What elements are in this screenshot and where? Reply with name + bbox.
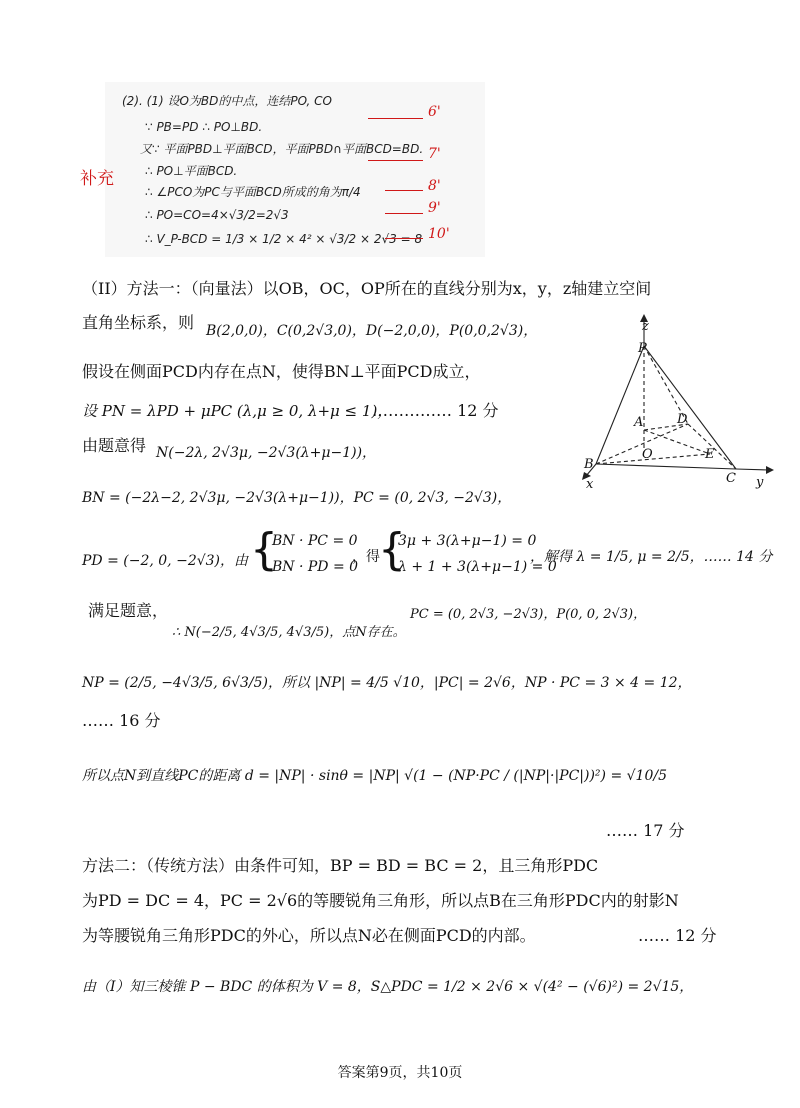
text-line-2a: 直角坐标系，则 bbox=[82, 313, 195, 332]
text-line-5b: N(−2λ, 2√3μ, −2√3(λ+μ−1))， bbox=[156, 445, 377, 461]
hand-line-7: ∴ V_P-BCD = 1/3 × 1/2 × 4² × √3/2 × 2√3 = 8 bbox=[145, 232, 423, 246]
hand-line-4: ∴ PO⊥平面BCD. bbox=[145, 164, 238, 178]
hand-line-2: ∵ PB=PD ∴ PO⊥BD. bbox=[145, 120, 263, 134]
text-line-7b: ，得 bbox=[352, 549, 380, 565]
hand-line-5: ∴ ∠PCO为PC与平面BCD所成的角为π/4 bbox=[145, 185, 361, 199]
score-mark-7: 7' bbox=[428, 146, 441, 162]
system-brace-2: { bbox=[378, 524, 406, 575]
text-line-3: 假设在侧面PCD内存在点N，使得BN⊥平面PCD成立， bbox=[82, 362, 481, 381]
score-mark-9: 9' bbox=[428, 200, 441, 216]
label-c: C bbox=[726, 471, 736, 486]
label-a: A bbox=[634, 415, 644, 430]
score-12-a: …………… 12 分 bbox=[372, 401, 499, 420]
y-arrow-icon bbox=[766, 466, 774, 474]
hand-line-3: 又∵ 平面PBD⊥平面BCD，平面PBD∩平面BCD=BD. bbox=[140, 142, 424, 156]
system-brace-1: { bbox=[250, 524, 278, 575]
page-footer: 答案第9页，共10页 bbox=[337, 1065, 463, 1081]
text-line-6: BN = (−2λ−2, 2√3μ, −2√3(λ+μ−1))，PC = (0, 2√3, −2√3)， bbox=[82, 490, 512, 506]
text-line-13: 方法二：（传统方法）由条件可知，BP = BD = BC = 2，且三角形PDC bbox=[82, 856, 599, 875]
text-line-4: 设 PN = λPD + μPC (λ,μ ≥ 0, λ+μ ≤ 1)， bbox=[82, 402, 393, 420]
coords-line: B(2,0,0)，C(0,2√3,0)，D(−2,0,0)，P(0,0,2√3)， bbox=[206, 323, 538, 339]
score-mark-6: 6' bbox=[428, 104, 441, 120]
text-line-15: 为等腰锐角三角形PDC的外心，所以点N必在侧面PCD的内部。 bbox=[82, 926, 536, 945]
system2-eq1: 3μ + 3(λ+μ−1) = 0 bbox=[398, 533, 537, 549]
score-mark-10: 10' bbox=[428, 226, 450, 242]
supplement-label: 补充 bbox=[80, 169, 114, 189]
label-z: z bbox=[642, 319, 649, 334]
text-line-8a: 满足题意， bbox=[88, 601, 169, 620]
text-line-7c: ，解得 λ = 1/5, μ = 2/5，…… 14 分 bbox=[530, 549, 773, 565]
text-line-1: （II）方法一：（向量法）以OB，OC，OP所在的直线分别为x，y，z轴建立空间 bbox=[82, 279, 652, 298]
score-line-3 bbox=[385, 190, 423, 191]
label-o: O bbox=[642, 447, 653, 462]
hand-line-1: (2). (1) 设O为BD的中点，连结PO, CO bbox=[122, 94, 333, 108]
pyramid-figure bbox=[560, 312, 780, 492]
system2-eq2: λ + 1 + 3(λ+μ−1) = 0 bbox=[398, 559, 557, 575]
y-axis bbox=[736, 469, 770, 470]
score-mark-8: 8' bbox=[428, 178, 441, 194]
text-line-7a: PD = (−2, 0, −2√3)，由 bbox=[82, 553, 249, 569]
text-line-8b: ∴ N(−2/5, 4√3/5, 4√3/5)，点N存在。 bbox=[172, 625, 406, 640]
hand-line-6: ∴ PO=CO=4×√3/2=2√3 bbox=[145, 208, 289, 222]
score-17: …… 17 分 bbox=[606, 821, 685, 840]
label-d: D bbox=[677, 412, 688, 427]
text-line-9: NP = (2/5, −4√3/5, 6√3/5)，所以 |NP| = 4/5 √10，|PC| = 2√6，NP · PC = 3 × 4 = 12， bbox=[82, 675, 692, 691]
text-line-14: 为PD = DC = 4，PC = 2√6的等腰锐角三角形，所以点B在三角形PDC内的射影N bbox=[82, 891, 679, 910]
score-16: …… 16 分 bbox=[82, 711, 161, 730]
score-line-2 bbox=[368, 160, 423, 161]
label-e: E bbox=[705, 447, 715, 462]
score-line-4 bbox=[385, 213, 423, 214]
score-12-b: …… 12 分 bbox=[638, 926, 717, 945]
score-line-1 bbox=[368, 118, 423, 119]
label-b: B bbox=[584, 457, 594, 472]
label-p: P bbox=[638, 341, 647, 356]
text-line-8c: PC = (0, 2√3, −2√3)，P(0, 0, 2√3)， bbox=[410, 607, 647, 622]
text-line-16: 由（I）知三棱锥 P − BDC 的体积为 V = 8，S△PDC = 1/2 × 2√6 × √(4² − (√6)²) = 2√15， bbox=[82, 979, 694, 995]
system1-eq1: BN · PC = 0 bbox=[272, 533, 358, 549]
label-x: x bbox=[586, 477, 594, 492]
text-line-5a: 由题意得 bbox=[82, 436, 147, 455]
text-line-11: 所以点N到直线PC的距离 d = |NP| · sinθ = |NP| √(1 − (NP·PC / (|NP|·|PC|))²) = √10/5 bbox=[82, 768, 667, 784]
label-y: y bbox=[756, 475, 764, 490]
system1-eq2: BN · PD = 0 bbox=[272, 559, 359, 575]
score-line-5 bbox=[385, 238, 423, 239]
